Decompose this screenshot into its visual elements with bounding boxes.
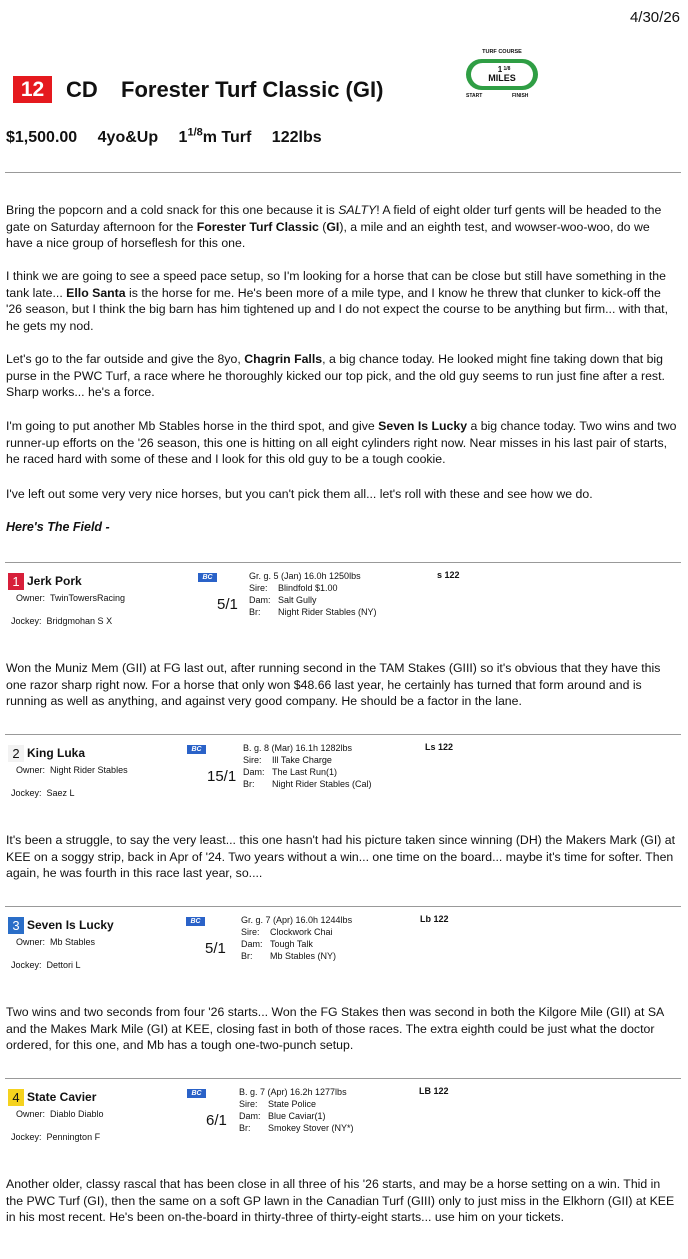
weight: 122lbs xyxy=(271,129,322,147)
breeding-info: B. g. 7 (Apr) 16.2h 1277lbs Sire: State Police Dam: Blue Caviar(1) Br: Smokey Stover (NY*) xyxy=(239,1087,354,1133)
bc-logo-icon: BC xyxy=(187,1089,206,1098)
jockey: Jockey: Bridgmohan S X xyxy=(11,616,113,626)
morning-line-odds: 5/1 xyxy=(217,596,238,613)
intro-paragraph: I'm going to put another Mb Stables horse in the third spot, and give Seven Is Lucky a big chance today. Two wins and two runner-up efforts on the '26 season, this one is hitting on all eight cylinders right now. Near misses in his last pair of starts, he raced hard with some of these and I look for this old guy to be a tough cookie. xyxy=(6,419,677,467)
svg-text:MILES: MILES xyxy=(488,73,516,83)
race-conditions xyxy=(6,127,338,147)
post-position-badge: 3 xyxy=(8,917,24,934)
svg-text:1: 1 xyxy=(497,65,503,74)
morning-line-odds: 6/1 xyxy=(206,1112,227,1129)
svg-text:1/8: 1/8 xyxy=(503,66,511,72)
medication-weight: Ls 122 xyxy=(425,742,454,752)
intro-paragraph: I think we are going to see a speed pace setup, so I'm looking for a horse that can be close but still have something in the tank late... Ello Santa is the horse for me. He's been more of a mile type, and I know he threw that clunker to kick-off the '26 season, but I think the big barn has him tightened up and I do not expect the course to be anything but firm... with that, he gets my nod. xyxy=(6,269,669,333)
post-position-badge: 2 xyxy=(8,745,24,762)
divider xyxy=(5,172,681,173)
entry-comment: Two wins and two seconds from four '26 starts... Won the FG Stakes then was second in both the Kilgore Mile (GII) at SA and the Makes Mark Mile (GI) at KEE, closing fast in both of those races. The extra eighth could be just what the doctor ordered, for this one, and Mb has a tough one-two-punch setup. xyxy=(6,1005,664,1053)
horse-name: King Luka xyxy=(27,746,86,760)
horse-name: State Cavier xyxy=(27,1090,97,1104)
entry-comment: It's been a struggle, to say the very least... this one hasn't had his picture taken since winning (DH) the Makers Mark (GI) at KEE on a soggy strip, back in Apr of '24. Two years without a win... one time on the board... maybe it's time for softer. Then again, he was fourth in this race last year, so.... xyxy=(6,833,676,881)
intro-paragraph: Bring the popcorn and a cold snack for this one because it is SALTY! A field of eight older turf gents will be headed to the gate on Saturday afternoon for the Forester Turf Classic (GI), a mile and an eighth test, and wowser-woo-woo, do we have a nice group of horseflesh for this one. xyxy=(6,203,662,251)
horse-name: Seven Is Lucky xyxy=(27,918,114,932)
owner: Owner: Mb Stables xyxy=(16,937,96,947)
breeding-info: Gr. g. 7 (Apr) 16.0h 1244lbs Sire: Clockwork Chai Dam: Tough Talk Br: Mb Stables (NY) xyxy=(241,915,353,961)
post-position-badge: 4 xyxy=(8,1089,24,1106)
intro-paragraph: Let's go to the far outside and give the 8yo, Chagrin Falls, a big chance today. He looked might fine taking down that big purse in the PWC Turf, a race where he thoroughly kicked our top pick, and the old guy seems to run just fine after a rest. Sharp works... he's a force. xyxy=(6,352,665,400)
medication-weight: LB 122 xyxy=(419,1086,449,1096)
race-number-badge: 12 xyxy=(13,76,52,103)
jockey: Jockey: Pennington F xyxy=(11,1132,101,1142)
svg-text:TURF COURSE: TURF COURSE xyxy=(482,49,522,55)
medication-weight: Lb 122 xyxy=(420,914,449,924)
bc-logo-icon: BC xyxy=(187,745,206,754)
entry-card xyxy=(6,1077,678,1161)
age-restriction: 4yo&Up xyxy=(97,129,159,147)
intro-paragraph: I've left out some very very nice horses, but you can't pick them all... let's roll with these and see how we do. xyxy=(6,487,593,501)
purse: $1,500.00 xyxy=(6,129,78,147)
horse-name: Jerk Pork xyxy=(27,574,82,588)
jockey: Jockey: Dettori L xyxy=(11,960,81,970)
entry-card xyxy=(6,561,678,645)
report-date: 4/30/26 xyxy=(629,9,680,26)
morning-line-odds: 5/1 xyxy=(205,940,226,957)
entry-card xyxy=(6,905,678,989)
svg-text:FINISH: FINISH xyxy=(512,93,529,99)
owner: Owner: TwinTowersRacing xyxy=(16,593,126,603)
turf-oval-icon xyxy=(462,46,542,100)
bc-logo-icon: BC xyxy=(186,917,205,926)
distance: $1^{1/8}m$ Turf xyxy=(178,127,252,147)
race-title: Forester Turf Classic (GI) xyxy=(121,77,384,102)
turf-course-badge xyxy=(462,46,542,100)
breeding-info: Gr. g. 5 (Jan) 16.0h 1250lbs Sire: Blindfold $1.00 Dam: Salt Gully Br: Night Rider Stables (NY) xyxy=(249,571,377,617)
svg-text:START: START xyxy=(466,93,483,99)
entry-comment: Won the Muniz Mem (GII) at FG last out, after running second in the TAM Stakes (GIII) so it's obvious that they have this one razor sharp right now. For a horse that only won $48.66 last year, he certainly has turned that form around and is running as well as anything, and against very good company. He should be a factor in the lane. xyxy=(6,661,661,709)
breeding-info: B. g. 8 (Mar) 16.1h 1282lbs Sire: Ill Take Charge Dam: The Last Run(1) Br: Night Rider Stables (Cal) xyxy=(243,743,372,789)
entry-comment: Another older, classy rascal that has been close in all three of his '26 starts, and may be a horse setting on a win. Thid in the PWC Turf (GI), then the same on a soft GP lawn in the Canadian Turf (GIII) only to just miss in the Elkhorn (GII) at KEE in his most recent. He's been on-the-board in thirty-three of thirty-eight starts... use him on your tickets. xyxy=(6,1177,675,1225)
owner: Owner: Diablo Diablo xyxy=(16,1109,104,1119)
field-header: Here's The Field - xyxy=(6,520,110,534)
morning-line-odds: 15/1 xyxy=(207,768,237,785)
owner: Owner: Night Rider Stables xyxy=(16,765,128,775)
bc-logo-icon: BC xyxy=(198,573,217,582)
post-position-badge: 1 xyxy=(8,573,24,590)
jockey: Jockey: Saez L xyxy=(11,788,75,798)
track-code: CD xyxy=(66,77,98,102)
entry-card xyxy=(6,733,678,817)
medication-weight: s 122 xyxy=(437,570,460,580)
